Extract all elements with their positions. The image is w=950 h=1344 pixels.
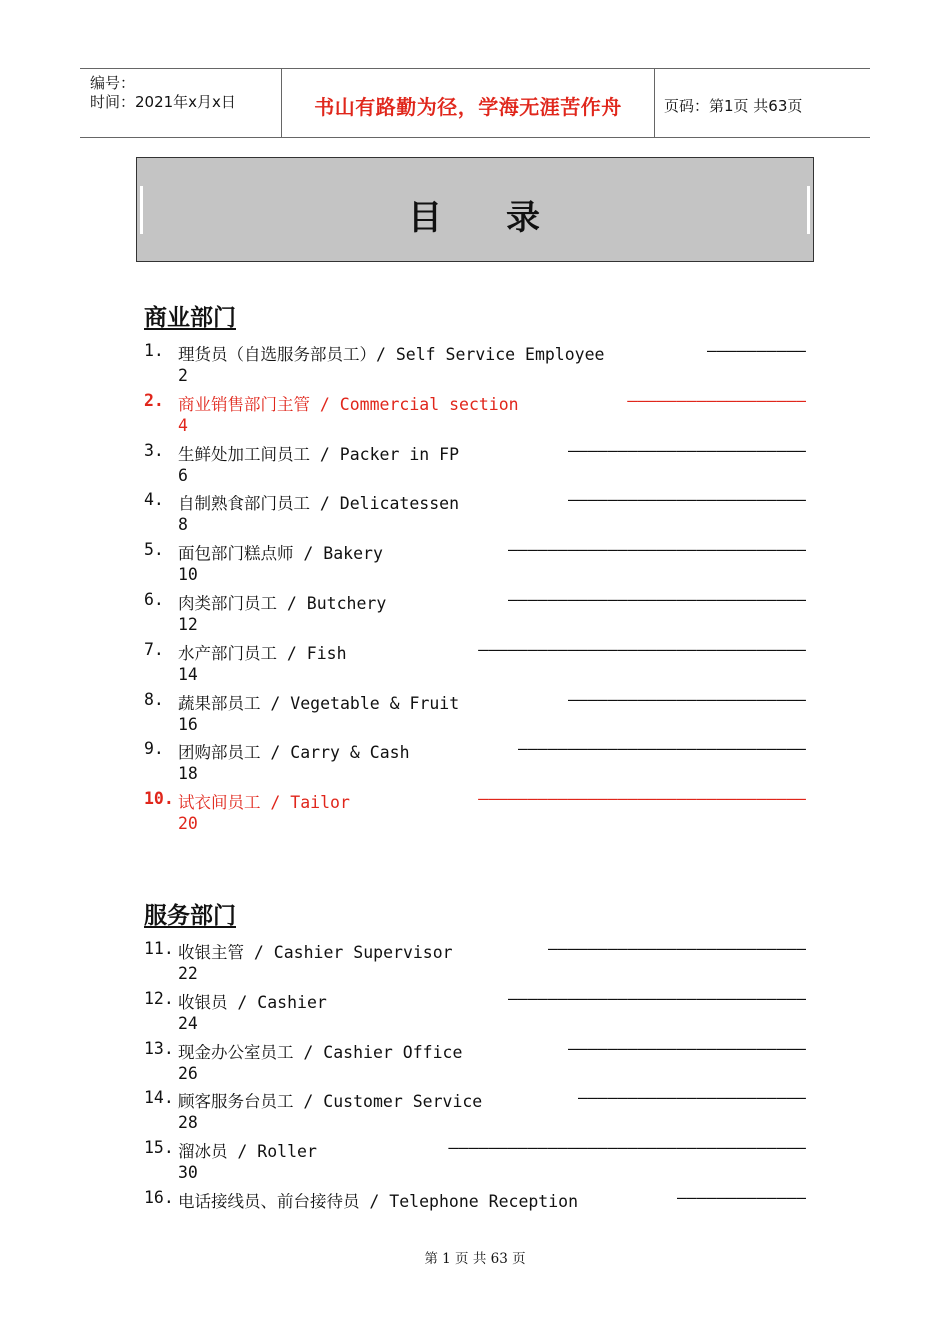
toc-list-commercial <box>144 341 806 839</box>
entry-page: 28 <box>178 1113 198 1133</box>
toc-entry[interactable] <box>144 590 806 640</box>
entry-number: 6. <box>144 589 164 609</box>
toc-title-box <box>136 157 814 262</box>
toc-entry[interactable] <box>144 989 806 1039</box>
entry-title: 蔬果部员工 / Vegetable & Fruit <box>178 693 460 713</box>
header-meta <box>80 69 280 137</box>
entry-number: 16. <box>144 1187 174 1207</box>
header-motto-cell <box>281 69 655 137</box>
entry-title: 团购部员工 / Carry & Cash <box>178 743 410 763</box>
entry-title: 商业销售部门主管 / Commercial section <box>178 394 519 414</box>
entry-leader: —————————————————————————————— <box>507 589 806 609</box>
entry-page: 20 <box>178 814 198 834</box>
entry-number: 4. <box>144 490 164 510</box>
entry-page: 22 <box>178 964 198 983</box>
entry-number: 15. <box>144 1138 174 1158</box>
entry-page: 18 <box>178 764 198 784</box>
toc-entry[interactable] <box>144 640 806 690</box>
entry-title: 收银主管 / Cashier Supervisor <box>178 943 453 962</box>
section-heading-commercial: 商业部门 <box>144 305 236 331</box>
entry-title: 理货员（自选服务部员工）/ Self Service Employee <box>178 345 605 364</box>
entry-number: 13. <box>144 1038 174 1058</box>
header-page-cell <box>654 69 870 137</box>
toc-list-service <box>144 939 806 1238</box>
toc-entry[interactable] <box>144 490 806 540</box>
toc-title-right: 录 <box>506 198 542 238</box>
entry-page: 24 <box>178 1013 198 1033</box>
entry-page: 2 <box>178 366 188 385</box>
toc-entry[interactable] <box>144 1138 806 1188</box>
entry-number: 7. <box>144 639 164 659</box>
entry-leader: —————————————————————————————— <box>507 988 806 1008</box>
toc-title <box>137 190 813 239</box>
entry-number: 9. <box>144 739 164 759</box>
entry-page: 16 <box>178 714 198 734</box>
entry-title: 面包部门糕点师 / Bakery <box>178 544 383 564</box>
entry-title: 生鲜处加工间员工 / Packer in FP <box>178 444 460 464</box>
toc-entry[interactable] <box>144 789 806 839</box>
entry-page: 8 <box>178 515 188 535</box>
toc-entry[interactable] <box>144 1039 806 1089</box>
entry-page: 26 <box>178 1063 198 1083</box>
entry-page: 4 <box>178 415 188 435</box>
entry-title: 肉类部门员工 / Butchery <box>178 593 387 613</box>
toc-entry[interactable] <box>144 1088 806 1138</box>
entry-page: 6 <box>178 465 188 485</box>
toc-entry[interactable] <box>144 939 806 989</box>
entry-leader: —————————————————————————————— <box>507 540 806 560</box>
entry-leader: ————————————————————————————————— <box>478 639 806 659</box>
entry-leader: —————————— <box>706 341 806 360</box>
entry-number: 11. <box>144 939 174 958</box>
toc-entry[interactable] <box>144 441 806 491</box>
entry-title: 现金办公室员工 / Cashier Office <box>178 1042 463 1062</box>
entry-number: 5. <box>144 540 164 560</box>
entry-number: 10. <box>144 789 174 809</box>
toc-entry[interactable] <box>144 391 806 441</box>
entry-title: 自制熟食部门员工 / Delicatessen <box>178 494 460 514</box>
toc-entry[interactable] <box>144 341 806 391</box>
entry-title: 收银员 / Cashier <box>178 992 327 1012</box>
entry-number: 2. <box>144 390 164 410</box>
entry-leader: ———————————————————————— <box>567 689 806 709</box>
motto: 书山有路勤为径，学海无涯苦作舟 <box>314 95 622 119</box>
entry-title: 顾客服务台员工 / Customer Service <box>178 1092 483 1112</box>
entry-leader: ————————————————————————————— <box>517 739 806 759</box>
toc-title-left: 目 <box>408 198 444 238</box>
entry-page: 10 <box>178 565 198 585</box>
entry-number: 14. <box>144 1088 174 1108</box>
entry-leader: ————————————— <box>676 1187 806 1207</box>
number-label: 编号： <box>90 74 136 92</box>
entry-title: 试衣间员工 / Tailor <box>178 793 350 813</box>
entry-title: 溜冰员 / Roller <box>178 1142 317 1162</box>
entry-leader: ———————————————————————— <box>567 1038 806 1058</box>
toc-entry[interactable] <box>144 540 806 590</box>
entry-number: 1. <box>144 341 164 360</box>
entry-leader: ————————————————————————————————— <box>478 789 806 809</box>
entry-leader: ———————————————————————————————————— <box>448 1138 806 1158</box>
entry-leader: —————————————————— <box>627 390 806 410</box>
page-header <box>80 68 870 138</box>
entry-page: 12 <box>178 614 198 634</box>
toc-entry[interactable] <box>144 1188 806 1238</box>
section-heading-service: 服务部门 <box>144 903 236 929</box>
date-label: 时间：2021年x月x日 <box>90 93 236 111</box>
entry-number: 12. <box>144 988 174 1008</box>
entry-leader: ———————————————————————— <box>567 490 806 510</box>
entry-leader: —————————————————————————— <box>547 939 806 958</box>
toc-entry[interactable] <box>144 690 806 740</box>
entry-number: 3. <box>144 440 164 460</box>
entry-page: 30 <box>178 1163 198 1183</box>
page-info: 页码：第1页 共63页 <box>664 97 803 115</box>
entry-number: 8. <box>144 689 164 709</box>
toc-entry[interactable] <box>144 739 806 789</box>
page-footer: 第 1 页 共 63 页 <box>424 1251 526 1267</box>
entry-page: 14 <box>178 664 198 684</box>
entry-title: 电话接线员、前台接待员 / Telephone Reception <box>178 1191 579 1211</box>
entry-title: 水产部门员工 / Fish <box>178 643 347 663</box>
entry-leader: ——————————————————————— <box>577 1088 806 1108</box>
entry-leader: ———————————————————————— <box>567 440 806 460</box>
